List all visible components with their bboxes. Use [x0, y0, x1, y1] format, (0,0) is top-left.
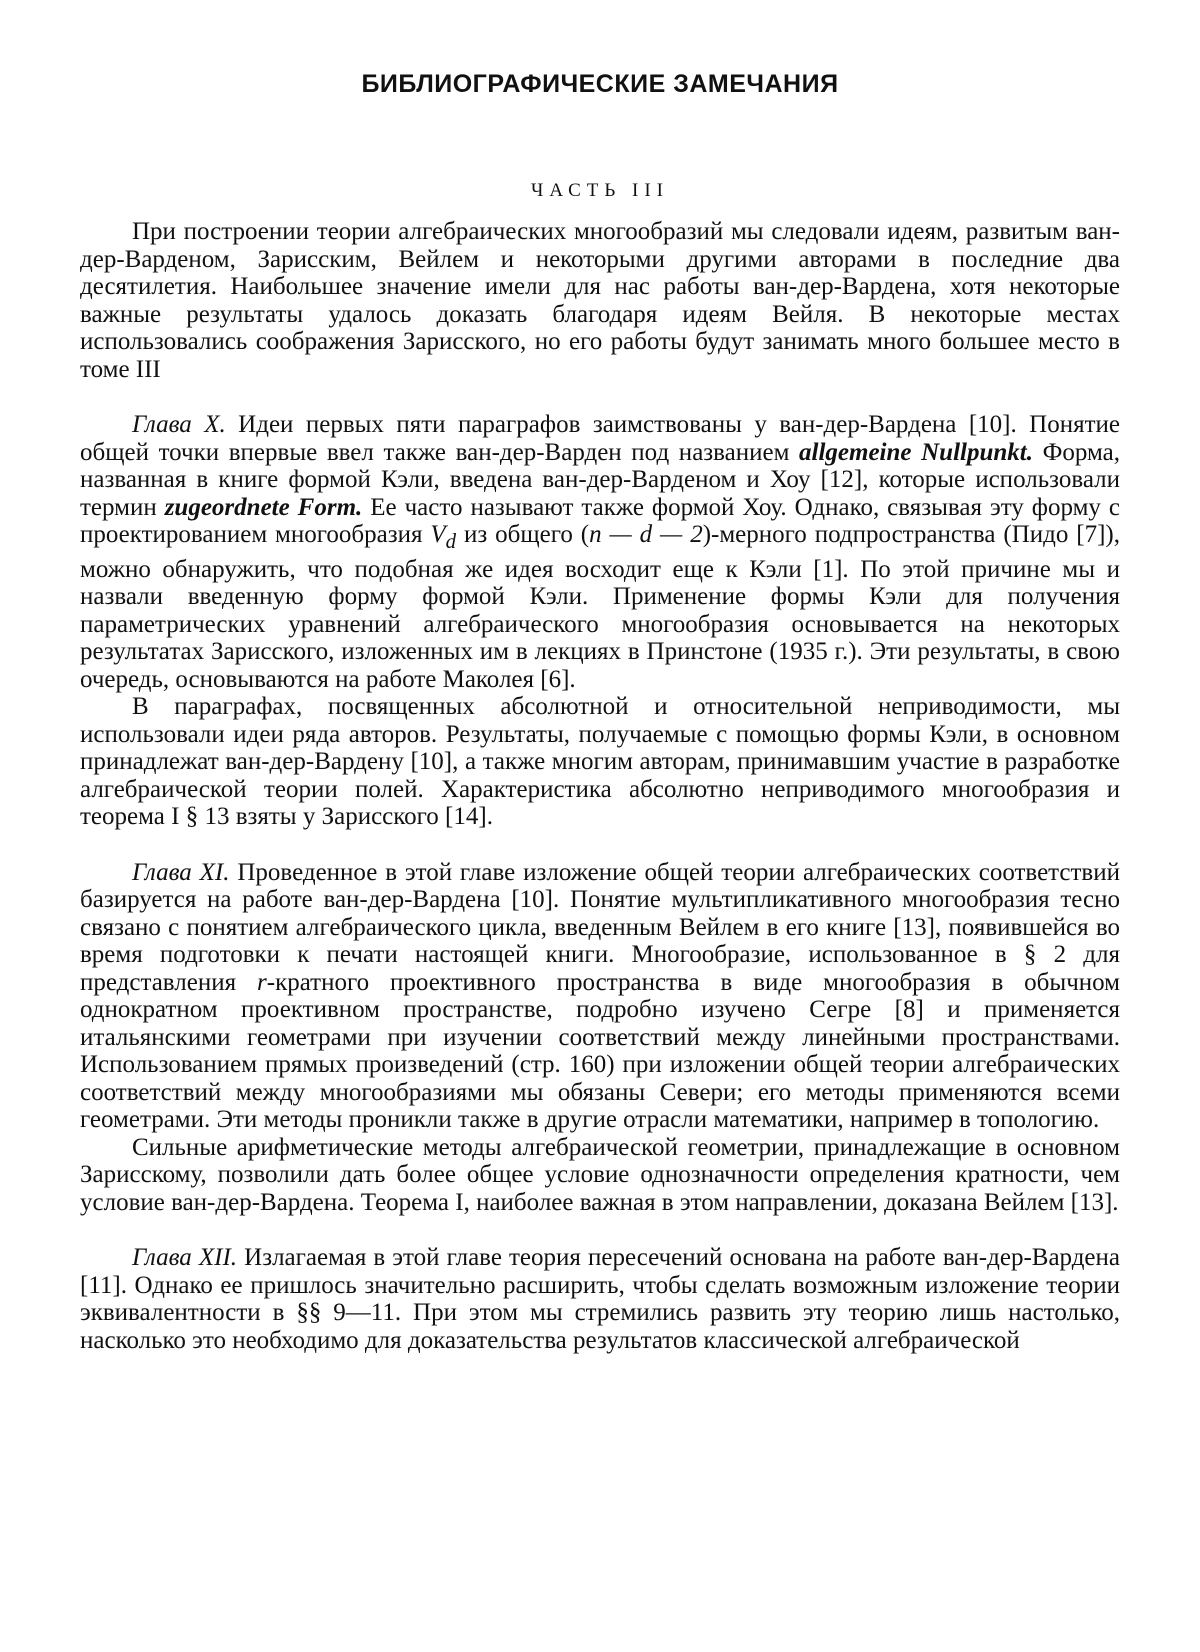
chapter-11-label: Глава XI. — [132, 859, 230, 886]
chapter-11-variable: r — [257, 969, 267, 996]
chapter-10-text-1: Идеи первых пяти параграфов заимствованы у ван-дер-Вардена [10]. Понятие общей точки впервые ввел также ван-дер-Варден под названием — [80, 411, 1120, 466]
chapter-11-text-1: Проведенное в этой главе изложение общей теории алгебраических соответствий базируется на работе ван-дер-Вардена [10]. Понятие мультипликативного многообразия тесно связано с понятием алгебраического цикла, введенным Вейлем в его книге [13], появившейся во время подготовки к печати настоящей книги. Многообразие, использованное в § 2 для представления — [80, 859, 1120, 996]
chapter-11-paragraph-2: Сильные арифметические методы алгебраической геометрии, принадлежащие в основном Зарисскому, позволили дать более общее условие однозначности определения кратности, чем условие ван-дер-Вардена. Теорема I, наиболее важная в этом направлении, доказана Вейлем [13]. — [80, 1134, 1120, 1217]
intro-paragraph: При построении теории алгебраических многообразий мы следовали идеям, развитым ван-дер-Варденом, Зарисским, Вейлем и некоторыми другими авторами в последние два десятилетия. Наибольшее значение имели для нас работы ван-дер-Вардена, хотя некоторые важные результаты удалось доказать благодаря идеям Вейля. В некоторые местах использовались соображения Зарисского, но его работы будут занимать много большее место в томе III — [80, 218, 1120, 383]
chapter-12-label: Глава XII. — [132, 1244, 237, 1271]
chapter-10-paragraph — [80, 411, 1120, 693]
chapter-10-text-4: из общего ( — [456, 521, 589, 548]
chapter-12-paragraph — [80, 1244, 1120, 1354]
chapter-10-text-5: )-мерного подпространства (Пидо [7]), можно обнаружить, что подобная же идея восходит еще к Кэли [1]. По этой причине мы и назвали введенную форму формой Кэли. Применение формы Кэли для получения параметрических уравнений алгебраического многообразия основывается на некоторых результатах Зарисского, изложенных им в лекциях в Принстоне (1935 г.). Эти результаты, в свою очередь, основываются на работе Маколея [6]. — [80, 521, 1120, 693]
chapter-10-variety-symbol: V — [430, 521, 445, 548]
chapter-10-term-2: zugeordnete Form. — [165, 494, 363, 521]
chapter-10-text-2: Форма, названная в книге формой Кэли, введена ван-дер-Варденом и Хоу [12], которые использовали термин — [80, 439, 1120, 521]
chapter-10-paragraph-2: В параграфах, посвященных абсолютной и относительной неприводимости, мы использовали идеи ряда авторов. Результаты, получаемые с помощью формы Кэли, в основном принадлежат ван-дер-Вардену [10], а также многим авторам, принимавшим участие в разработке алгебраической теории полей. Характеристика абсолютно неприводимого многообразия и теорема I § 13 взяты у Зарисского [14]. — [80, 693, 1120, 831]
body-text — [80, 218, 1120, 1354]
chapter-10-dimension-expression: n — d — 2 — [589, 521, 703, 548]
page-title: БИБЛИОГРАФИЧЕСКИЕ ЗАМЕЧАНИЯ — [80, 70, 1120, 99]
chapter-10-text-3: Ее часто называют также формой Хоу. Однако, связывая эту форму с проектированием многообразия — [80, 494, 1120, 549]
chapter-11-paragraph — [80, 859, 1120, 1134]
part-heading: ЧАСТЬ III — [80, 180, 1120, 202]
chapter-12-text-1: Излагаемая в этой главе теория пересечений основана на работе ван-дер-Вардена [11]. Однако ее пришлось значительно расширить, чтобы сделать возможным изложение теории эквивалентности в §§ 9—11. При этом мы стремились развить эту теорию лишь настолько, насколько это необходимо для доказательства результатов классической алгебраической — [80, 1244, 1120, 1354]
chapter-11-text-2: -кратного проективного пространства в виде многообразия в обычном однократном проективном пространстве, подробно изучено Сегре [8] и применяется итальянскими геометрами при изучении соответствий между линейными пространствами. Использованием прямых произведений (стр. 160) при изложении общей теории алгебраических соответствий между многообразиями мы обязаны Севери; его методы применяются всеми геометрами. Эти методы проникли также в другие отрасли математики, например в топологию. — [80, 969, 1120, 1134]
chapter-10-variety-subscript: d — [446, 529, 456, 553]
chapter-10-label: Глава X. — [132, 411, 226, 438]
chapter-10-term-1: allgemeine Nullpunkt. — [799, 439, 1033, 466]
